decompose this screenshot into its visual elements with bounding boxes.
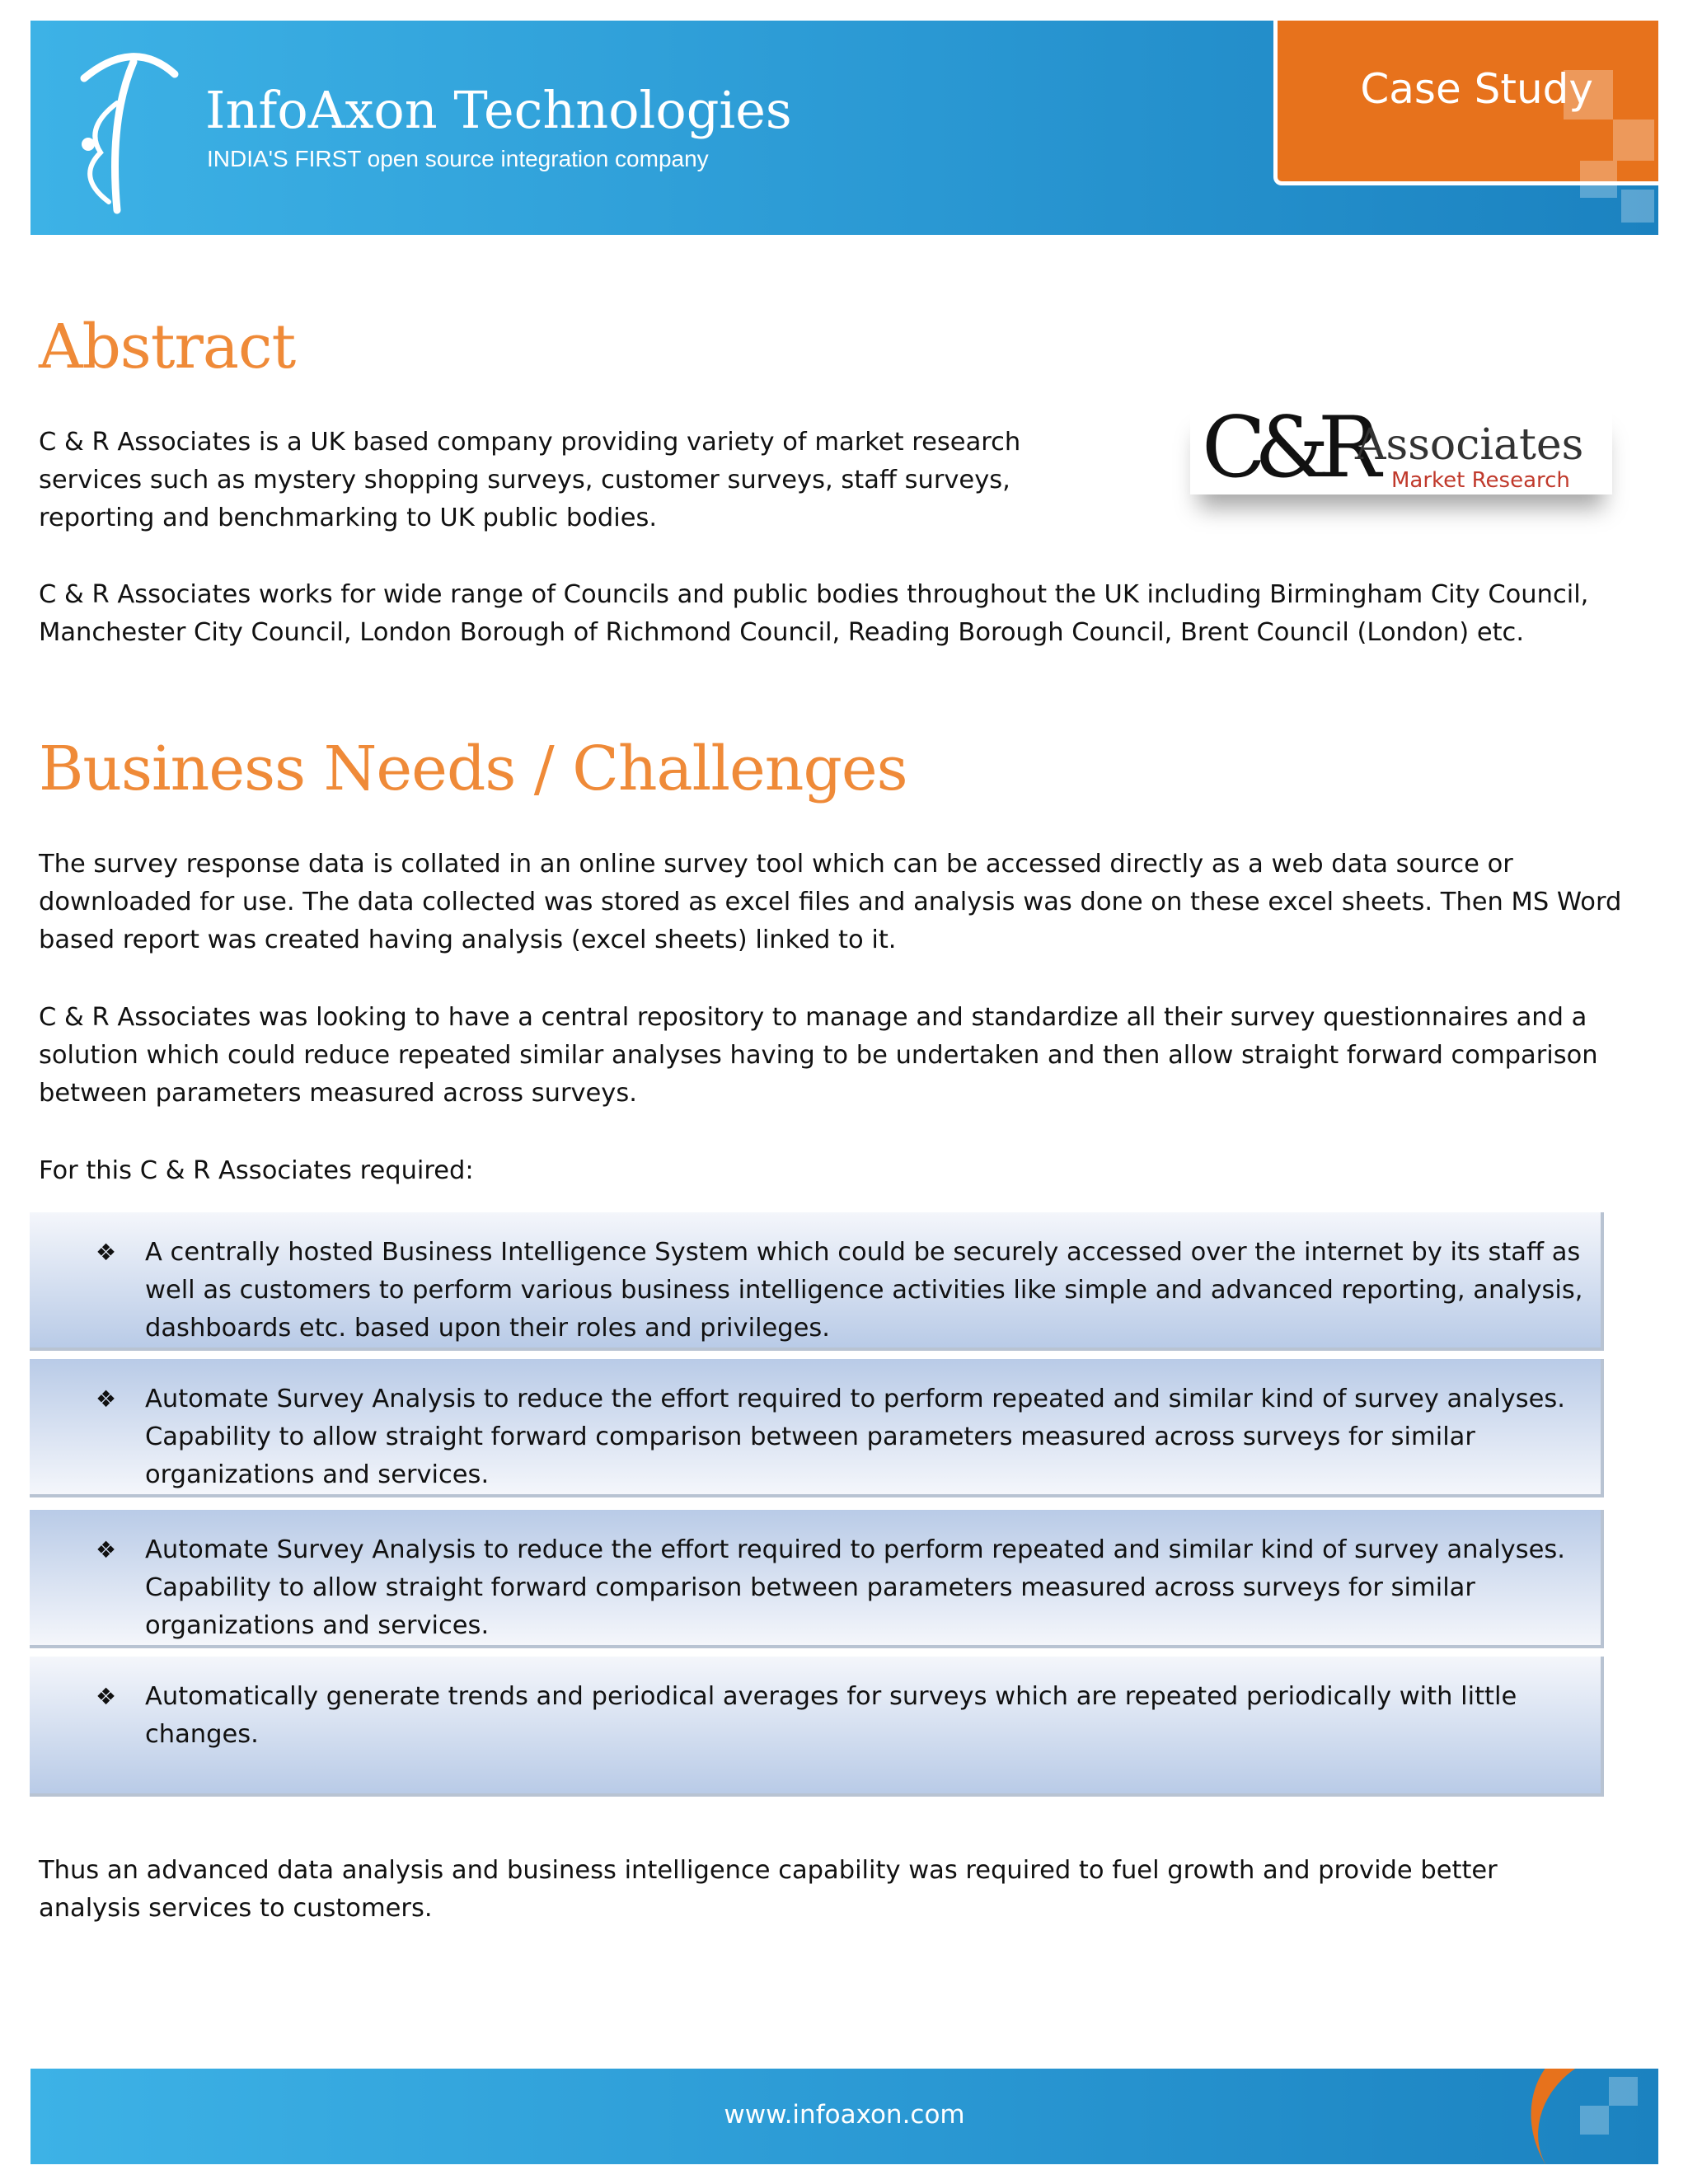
decorative-square: [1613, 120, 1654, 161]
requirement-box: [30, 1510, 1604, 1648]
company-tagline: INDIA'S FIRST open source integration company: [207, 146, 709, 171]
requirement-box: [30, 1359, 1604, 1497]
client-logo-subtitle: Market Research: [1391, 468, 1570, 493]
diamond-bullet-icon: ❖: [96, 1683, 117, 1710]
business-paragraph-1: The survey response data is collated in an online survey tool which can be accessed directly as a web data source or downloaded for use. The data collected was stored as excel files and analysis was done on these excel sheets. Then MS Word based report was created having analysis (excel sheets) linked to it.: [39, 850, 1622, 954]
client-logo-name: Associates: [1355, 420, 1584, 470]
client-logo: [1190, 399, 1612, 497]
diamond-bullet-icon: ❖: [96, 1536, 117, 1563]
footer-banner: [30, 2069, 1658, 2164]
decorative-square: [1580, 161, 1617, 198]
case-study-label: Case Study: [1360, 65, 1593, 113]
infoaxon-logo-icon: [59, 45, 183, 218]
conclusion-paragraph: Thus an advanced data analysis and business intelligence capability was required to fuel growth and provide better analysis services to customers.: [39, 1856, 1498, 1923]
business-paragraph-2: C & R Associates was looking to have a central repository to manage and standardize all their survey questionnaires and a solution which could reduce repeated similar analyses having to be undertaken and then allow straight forward comparison between parameters measured across surveys.: [39, 1003, 1598, 1108]
requirement-text: A centrally hosted Business Intelligence System which could be securely accessed over the internet by its staff as well as customers to perform various business intelligence activities like simple and advanced reporting, analysis, dashboards etc. based upon their roles and privileges.: [145, 1238, 1583, 1343]
requirement-text: Automate Survey Analysis to reduce the effort required to perform repeated and similar kind of survey analyses. Capability to allow straight forward comparison between parameters measured across surveys for similar organizations and services.: [145, 1385, 1565, 1489]
business-needs-heading: Business Needs / Challenges: [39, 733, 907, 804]
decorative-square: [1621, 190, 1654, 223]
abstract-paragraph-1: C & R Associates is a UK based company providing variety of market research services such as mystery shopping surveys, customer surveys, staff surveys, reporting and benchmarking to UK public bodies.: [39, 428, 1021, 532]
decorative-square: [1564, 70, 1613, 120]
requirement-text: Automatically generate trends and periodical averages for surveys which are repeated periodically with little changes.: [145, 1682, 1517, 1749]
requirement-box: [30, 1212, 1604, 1351]
company-name: InfoAxon Technologies: [205, 80, 792, 140]
footer-website-link[interactable]: www.infoaxon.com: [724, 2100, 965, 2130]
header-banner: [30, 21, 1658, 235]
requirement-box: [30, 1657, 1604, 1797]
client-logo-mark: C&R: [1202, 399, 1370, 497]
business-intro: For this C & R Associates required:: [39, 1156, 474, 1185]
diamond-bullet-icon: ❖: [96, 1385, 117, 1413]
diamond-bullet-icon: ❖: [96, 1239, 117, 1266]
abstract-paragraph-2: C & R Associates works for wide range of Councils and public bodies throughout the UK including Birmingham City Council, Manchester City Council, London Borough of Richmond Council, Reading Borough Council, Brent Council (London) etc.: [39, 580, 1589, 647]
requirement-text: Automate Survey Analysis to reduce the effort required to perform repeated and similar kind of survey analyses. Capability to allow straight forward comparison between parameters measured across surveys for similar organizations and services.: [145, 1535, 1565, 1640]
abstract-heading: Abstract: [39, 312, 296, 382]
